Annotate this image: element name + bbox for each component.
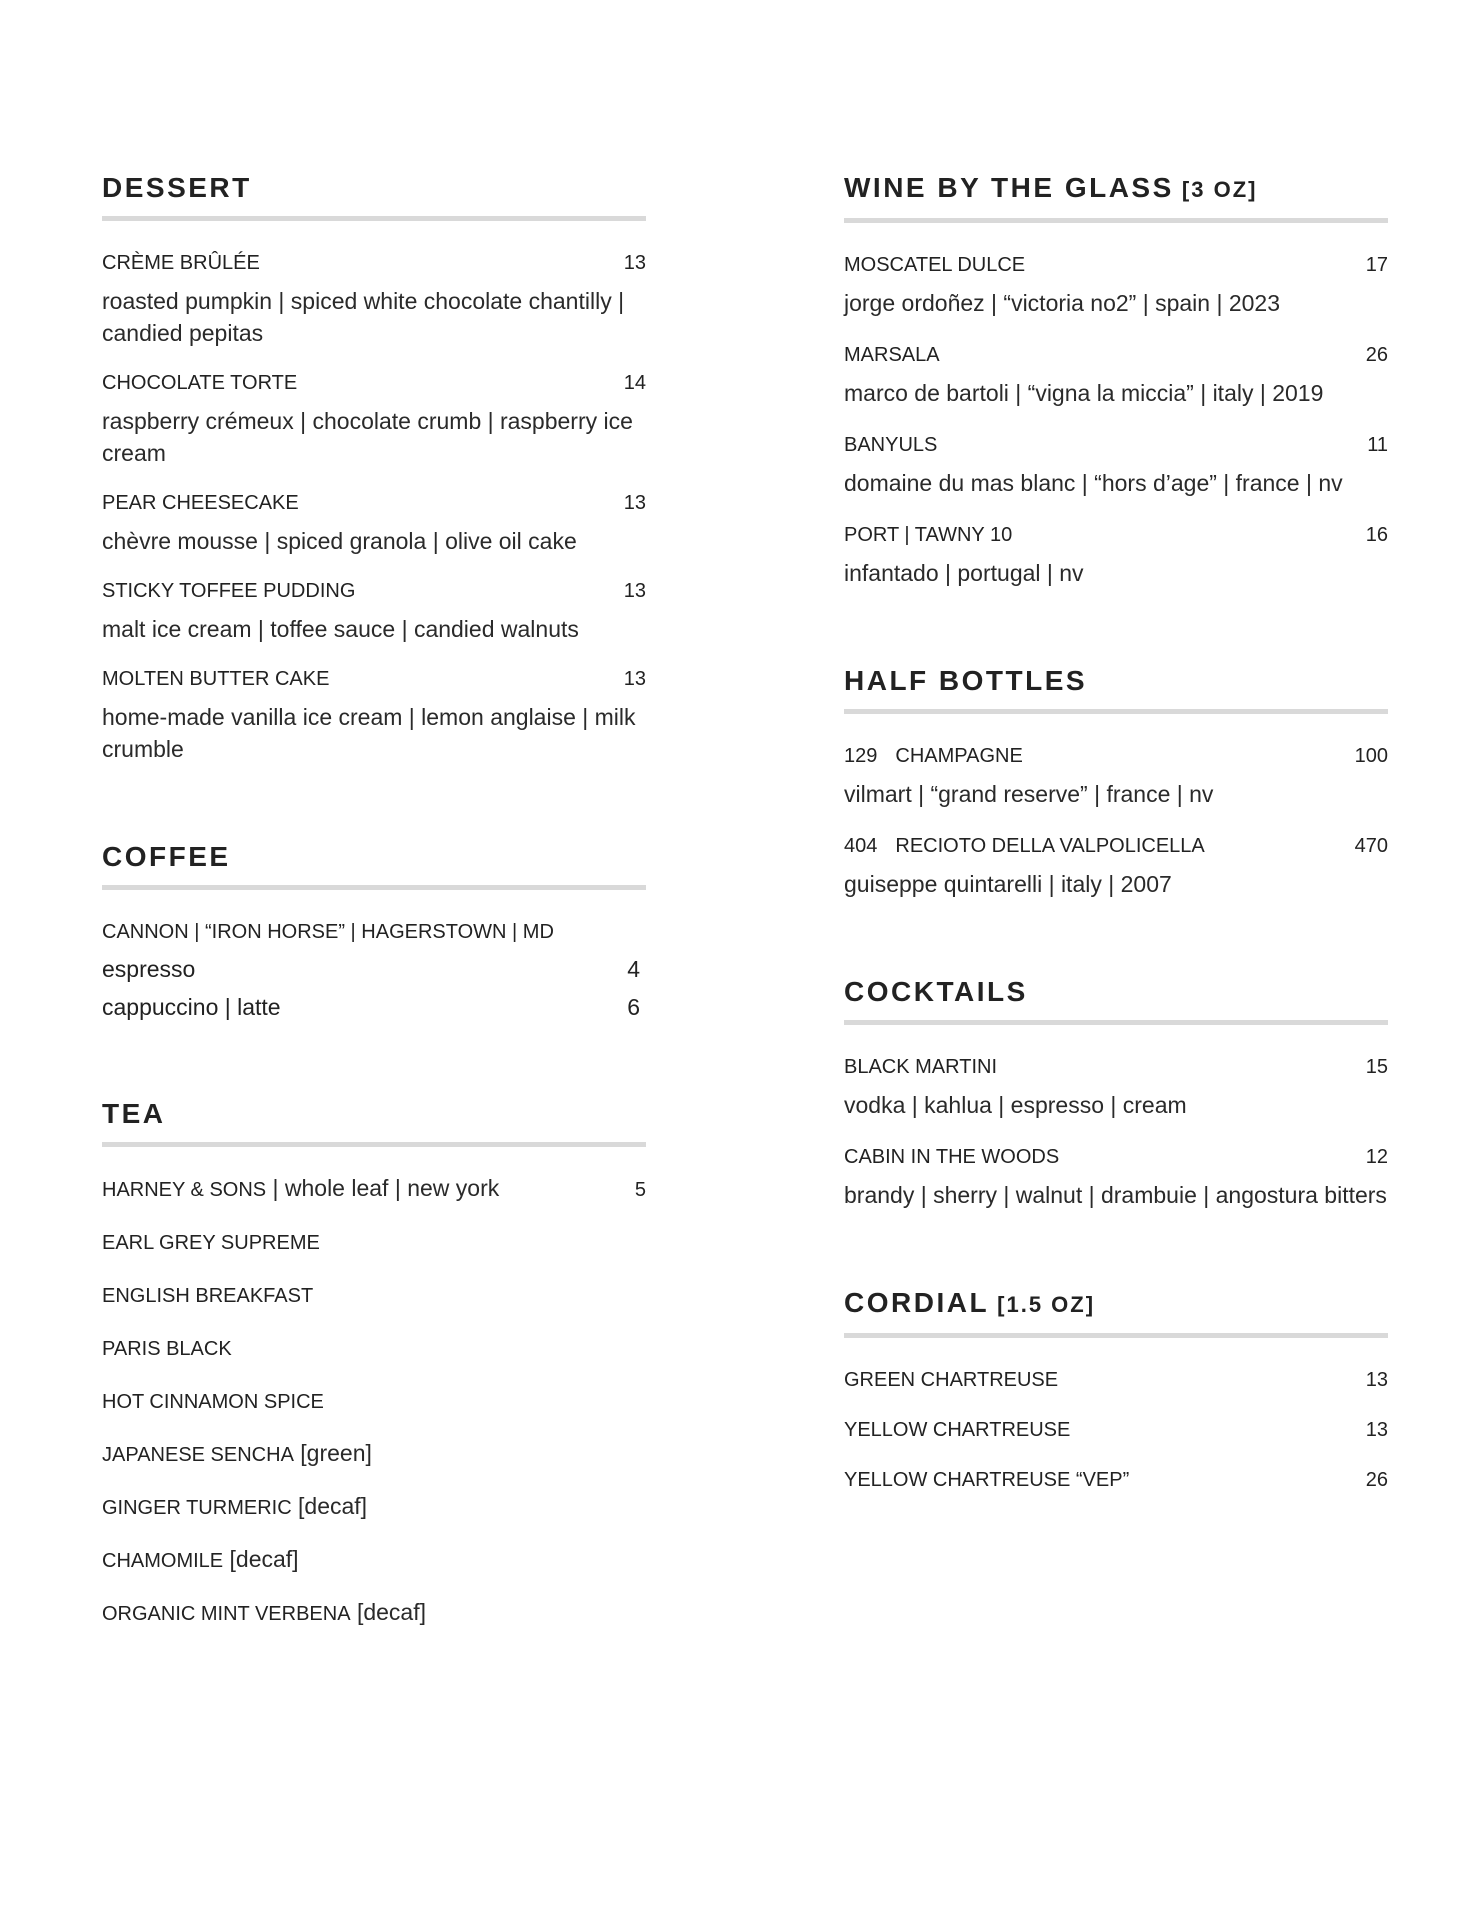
bin-number: 404	[844, 835, 878, 857]
menu-item	[844, 832, 1388, 900]
coffee-section	[102, 839, 646, 1022]
heading-note: [3 OZ]	[1173, 177, 1258, 202]
tea-item	[102, 1281, 646, 1310]
tea-brand-detail: | whole leaf | new york	[266, 1175, 500, 1201]
left-column	[102, 170, 646, 1702]
item-name: YELLOW CHARTREUSE	[844, 1419, 1071, 1441]
tea-name: CHAMOMILE	[102, 1550, 224, 1572]
tea-heading: TEA	[102, 1098, 166, 1129]
item-description: domaine du mas blanc | “hors d’age” | france | nv	[844, 470, 1343, 496]
tea-item	[102, 1599, 646, 1628]
heading-text: WINE BY THE GLASS	[844, 172, 1174, 203]
tea-item	[102, 1440, 646, 1469]
item-description: infantado | portugal | nv	[844, 560, 1084, 586]
item-price: 26	[1365, 344, 1388, 366]
tea-section	[102, 1096, 646, 1628]
cocktails-section	[844, 974, 1388, 1211]
heading-note: [1.5 OZ]	[989, 1292, 1096, 1317]
item-price: 16	[1365, 524, 1388, 546]
half-bottles-heading: HALF BOTTLES	[844, 665, 1088, 696]
item-price: 14	[623, 372, 646, 394]
item-price: 13	[1365, 1419, 1388, 1441]
menu-item	[102, 665, 646, 765]
tea-name: ORGANIC MINT VERBENA	[102, 1603, 351, 1625]
bin-number: 129	[844, 745, 878, 767]
item-name: cappuccino | latte	[102, 994, 281, 1020]
tea-name: JAPANESE SENCHA	[102, 1444, 294, 1466]
item-name: YELLOW CHARTREUSE “VEP”	[844, 1469, 1130, 1491]
menu-item	[844, 341, 1388, 409]
menu-item	[102, 489, 646, 557]
coffee-divider	[102, 885, 646, 890]
menu-item	[844, 1366, 1388, 1394]
item-price: 13	[1365, 1369, 1388, 1391]
item-name: CRÈME BRÛLÉE	[102, 252, 260, 274]
menu-item	[844, 1143, 1388, 1211]
item-price: 15	[1365, 1056, 1388, 1078]
tea-note: [decaf]	[350, 1599, 426, 1625]
tea-name: HOT CINNAMON SPICE	[102, 1391, 324, 1413]
tea-brand: HARNEY & SONS	[102, 1179, 267, 1201]
item-price: 26	[1365, 1469, 1388, 1491]
item-price: 13	[623, 252, 646, 274]
item-description: roasted pumpkin | spiced white chocolate chantilly | candied pepitas	[102, 288, 625, 346]
item-name: BLACK MARTINI	[844, 1056, 997, 1078]
item-name: CHAMPAGNE	[895, 745, 1023, 767]
tea-price: 5	[634, 1179, 646, 1201]
menu-item	[844, 431, 1388, 499]
cocktails-heading: COCKTAILS	[844, 976, 1028, 1007]
item-price: 4	[627, 956, 640, 982]
item-name: RECIOTO DELLA VALPOLICELLA	[895, 835, 1205, 857]
tea-note: [decaf]	[291, 1493, 368, 1519]
dessert-section	[102, 170, 646, 765]
item-price: 17	[1365, 254, 1388, 276]
item-name: CABIN IN THE WOODS	[844, 1146, 1060, 1168]
item-description: guiseppe quintarelli | italy | 2007	[844, 871, 1172, 897]
tea-brand-row	[102, 1175, 646, 1204]
cordial-heading	[844, 1285, 1388, 1323]
dessert-divider	[102, 216, 646, 221]
tea-item	[102, 1334, 646, 1363]
tea-note: [green]	[293, 1440, 372, 1466]
heading-text: CORDIAL	[844, 1287, 990, 1318]
item-price: 13	[623, 580, 646, 602]
menu-item	[844, 1466, 1388, 1494]
item-name: BANYULS	[844, 434, 938, 456]
tea-name: EARL GREY SUPREME	[102, 1232, 320, 1254]
coffee-item	[102, 954, 646, 984]
item-price: 100	[1354, 745, 1388, 767]
item-price: 6	[627, 994, 640, 1020]
coffee-heading: COFFEE	[102, 841, 231, 872]
tea-item	[102, 1493, 646, 1522]
coffee-item	[102, 992, 646, 1022]
wine-by-glass-section	[844, 170, 1388, 589]
item-name: PEAR CHEESECAKE	[102, 492, 299, 514]
half-bottles-divider	[844, 709, 1388, 714]
tea-item	[102, 1228, 646, 1257]
tea-name: ENGLISH BREAKFAST	[102, 1285, 314, 1307]
item-description: brandy | sherry | walnut | drambuie | angostura bitters	[844, 1182, 1387, 1208]
wine-by-glass-heading	[844, 170, 1388, 208]
menu-item	[844, 742, 1388, 810]
menu-item	[102, 577, 646, 645]
dessert-heading: DESSERT	[102, 172, 252, 203]
menu-item	[844, 251, 1388, 319]
item-description: malt ice cream | toffee sauce | candied walnuts	[102, 616, 579, 642]
item-description: chèvre mousse | spiced granola | olive oil cake	[102, 528, 577, 554]
menu-item	[844, 1416, 1388, 1444]
item-name: PORT | TAWNY 10	[844, 524, 1013, 546]
cocktails-divider	[844, 1020, 1388, 1025]
cordial-section	[844, 1285, 1388, 1494]
item-description: vodka | kahlua | espresso | cream	[844, 1092, 1187, 1118]
right-column	[844, 170, 1388, 1568]
tea-note: [decaf]	[223, 1546, 299, 1572]
item-name: GREEN CHARTREUSE	[844, 1369, 1059, 1391]
menu-item	[102, 369, 646, 469]
item-description: jorge ordoñez | “victoria no2” | spain | 2023	[844, 290, 1281, 316]
tea-item	[102, 1546, 646, 1575]
item-price: 11	[1367, 434, 1388, 456]
item-name: CHOCOLATE TORTE	[102, 372, 298, 394]
item-price: 13	[623, 492, 646, 514]
coffee-roaster: CANNON | “IRON HORSE” | HAGERSTOWN | MD	[102, 921, 554, 943]
item-price: 12	[1365, 1146, 1388, 1168]
item-price: 470	[1354, 835, 1388, 857]
menu-item	[102, 249, 646, 349]
tea-divider	[102, 1142, 646, 1147]
cordial-divider	[844, 1333, 1388, 1338]
item-name: MOSCATEL DULCE	[844, 254, 1026, 276]
item-name: espresso	[102, 956, 196, 982]
tea-name: PARIS BLACK	[102, 1338, 232, 1360]
menu-item	[844, 1053, 1388, 1121]
item-description: home-made vanilla ice cream | lemon anglaise | milk crumble	[102, 704, 636, 762]
half-bottles-section	[844, 663, 1388, 900]
menu-item	[844, 521, 1388, 589]
wine-divider	[844, 218, 1388, 223]
item-description: raspberry crémeux | chocolate crumb | raspberry ice cream	[102, 408, 633, 466]
item-description: vilmart | “grand reserve” | france | nv	[844, 781, 1214, 807]
item-name: MARSALA	[844, 344, 940, 366]
tea-name: GINGER TURMERIC	[102, 1497, 292, 1519]
item-name: STICKY TOFFEE PUDDING	[102, 580, 356, 602]
item-price: 13	[623, 668, 646, 690]
item-name: MOLTEN BUTTER CAKE	[102, 668, 330, 690]
tea-item	[102, 1387, 646, 1416]
item-description: marco de bartoli | “vigna la miccia” | italy | 2019	[844, 380, 1324, 406]
